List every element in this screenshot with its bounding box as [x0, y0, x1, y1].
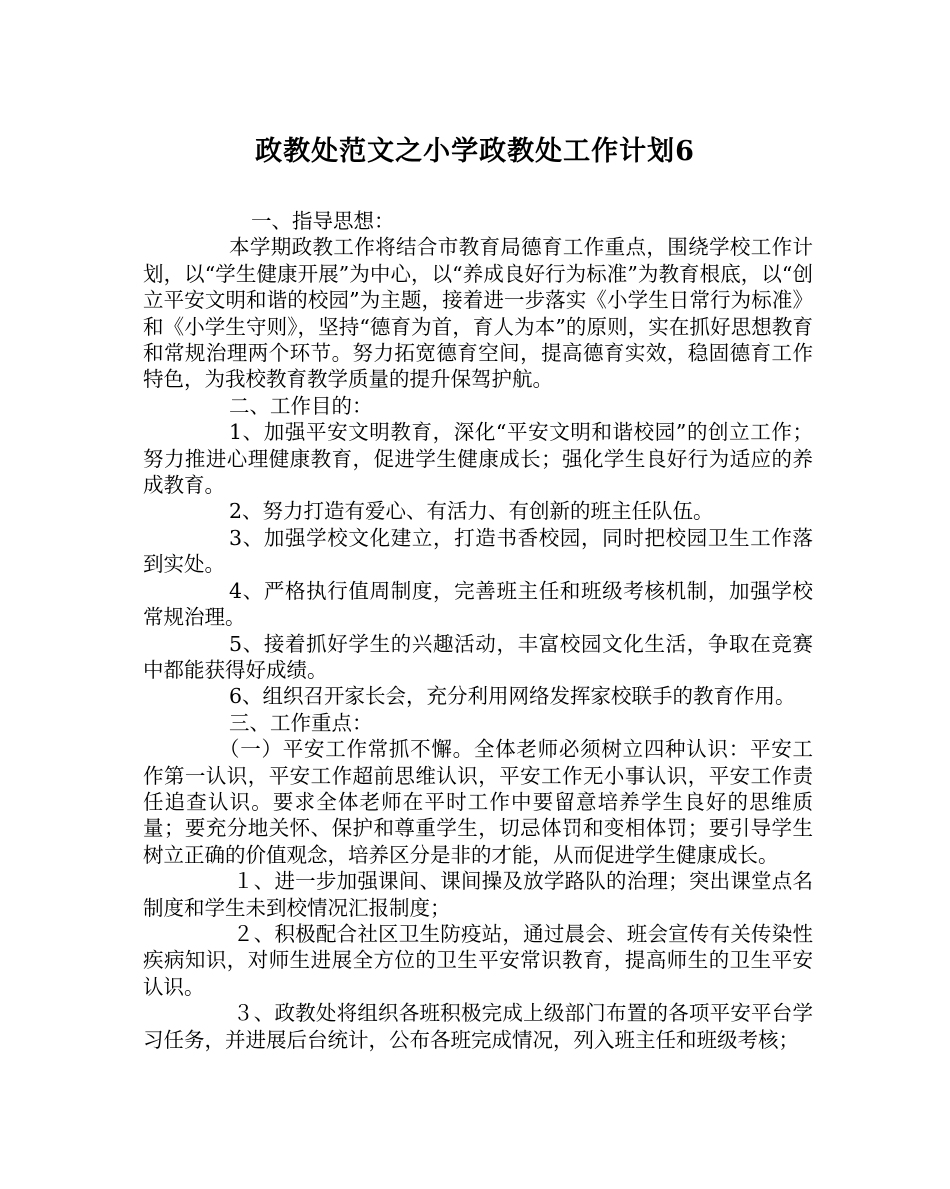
paragraph-safety-work: （一）平安工作常抓不懈。全体老师必须树立四种认识：平安工作第一认识，平安工作超前思维认识，平安工作无小事认识，平安工作责任追查认识。要求全体老师在平时工作中要留意培养学生良好的思维质量；要充分地关怀、保护和尊重学生，切忌体罚和变相体罚；要引导学生树立正确的价值观念，培养区分是非的才能，从而促进学生健康成长。 — [143, 737, 813, 867]
goal-item-4: 4、严格执行值周制度，完善班主任和班级考核机制，加强学校常规治理。 — [143, 578, 813, 630]
paragraph-guiding-thought: 本学期政教工作将结合市教育局德育工作重点，围绕学校工作计划，以“学生健康开展”为中心，以“养成良好行为标准”为教育根底，以“创立平安文明和谐的校园”为主题，接着进一步落实《小学生日常行为标准》和《小学生守则》，坚持“德育为首，育人为本”的原则，实在抓好思想教育和常规治理两个环节。努力拓宽德育空间，提高德育实效，稳固德育工作特色，为我校教育教学质量的提升保驾护航。 — [143, 235, 813, 392]
section-heading-work-focus: 三、工作重点： — [229, 710, 373, 735]
goal-item-5: 5、接着抓好学生的兴趣活动，丰富校园文化生活，争取在竞赛中都能获得好成绩。 — [143, 631, 813, 682]
goal-item-6: 6、组织召开家长会，充分利用网络发挥家校联手的教育作用。 — [229, 684, 796, 709]
safety-item-2: ２、积极配合社区卫生防疫站，通过晨会、班会宣传有关传染性疾病知识，对师生进展全方位的卫生平安常识教育，提高师生的卫生平安认识。 — [143, 921, 813, 999]
section-heading-guiding-thought: 一、指导思想： — [251, 209, 395, 233]
document-title: 政教处范文之小学政教处工作计划6 — [255, 136, 695, 167]
section-heading-work-goals: 二、工作目的： — [229, 393, 373, 418]
safety-item-3: ３、政教处将组织各班积极完成上级部门布置的各项平安平台学习任务，并进展后台统计，公布各班完成情况，列入班主任和班级考核； — [143, 1001, 813, 1052]
goal-item-1: 1、加强平安文明教育，深化“平安文明和谐校园”的创立工作；努力推进心理健康教育，促进学生健康成长；强化学生良好行为适应的养成教育。 — [143, 420, 813, 498]
document-body — [143, 208, 813, 1053]
goal-item-3: 3、加强学校文化建立，打造书香校园，同时把校园卫生工作落到实处。 — [143, 525, 813, 577]
goal-item-2: 2、努力打造有爱心、有活力、有创新的班主任队伍。 — [229, 499, 714, 524]
safety-item-1: １、进一步加强课间、课间操及放学路队的治理；突出课堂点名制度和学生未到校情况汇报制度； — [143, 869, 813, 920]
